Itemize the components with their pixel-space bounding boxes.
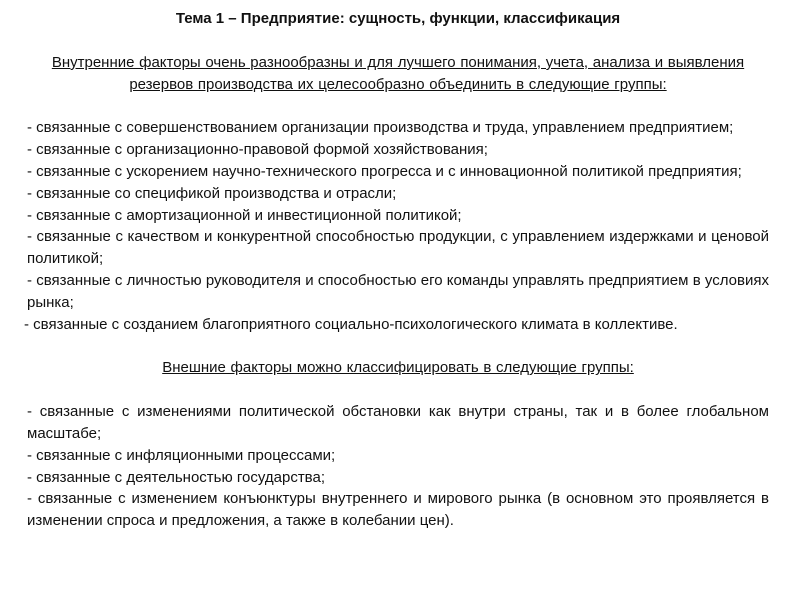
list-item: - связанные с качеством и конкурентной способностью продукции, с управлением издержками и ценовой политикой; xyxy=(27,228,769,268)
list-item: - связанные с личностью руководителя и способностью его команды управлять предприятием в условиях рынка; xyxy=(27,271,769,311)
list-item: - связанные со спецификой производства и отрасли; xyxy=(27,184,397,202)
list-item: - связанные с созданием благоприятного социально-психологического климата в коллективе. xyxy=(24,315,678,333)
internal-factors-list xyxy=(24,117,769,335)
list-item: - связанные с совершенствованием организации производства и труда, управлением предприятием; xyxy=(27,119,734,137)
list-item: - связанные с изменением конъюнктуры внутреннего и мирового рынка (в основном это проявляется в изменении спроса и предложения, а также в колебании цен). xyxy=(27,490,769,530)
external-factors-list xyxy=(27,401,769,532)
page-title: Тема 1 – Предприятие: сущность, функции, классификация xyxy=(175,10,621,27)
document-page xyxy=(24,8,769,532)
internal-factors-heading: Внутренние факторы очень разнообразны и для лучшего понимания, учета, анализа и выявления резервов производства их целесообразно объединить в следующие группы: xyxy=(51,53,745,93)
list-item: - связанные с изменениями политической обстановки как внутри страны, так и в более глобальном масштабе; xyxy=(27,403,769,442)
list-item: - связанные с организационно-правовой формой хозяйствования; xyxy=(27,141,488,159)
list-item: - связанные с деятельностью государства; xyxy=(27,468,325,486)
list-item: - связанные с инфляционными процессами; xyxy=(27,446,336,464)
external-factors-heading: Внешние факторы можно классифицировать в следующие группы: xyxy=(162,359,634,377)
list-item: - связанные с ускорением научно-технического прогресса и с инновационной политикой предприятия; xyxy=(27,162,742,180)
list-item: - связанные с амортизационной и инвестиционной политикой; xyxy=(27,206,462,224)
